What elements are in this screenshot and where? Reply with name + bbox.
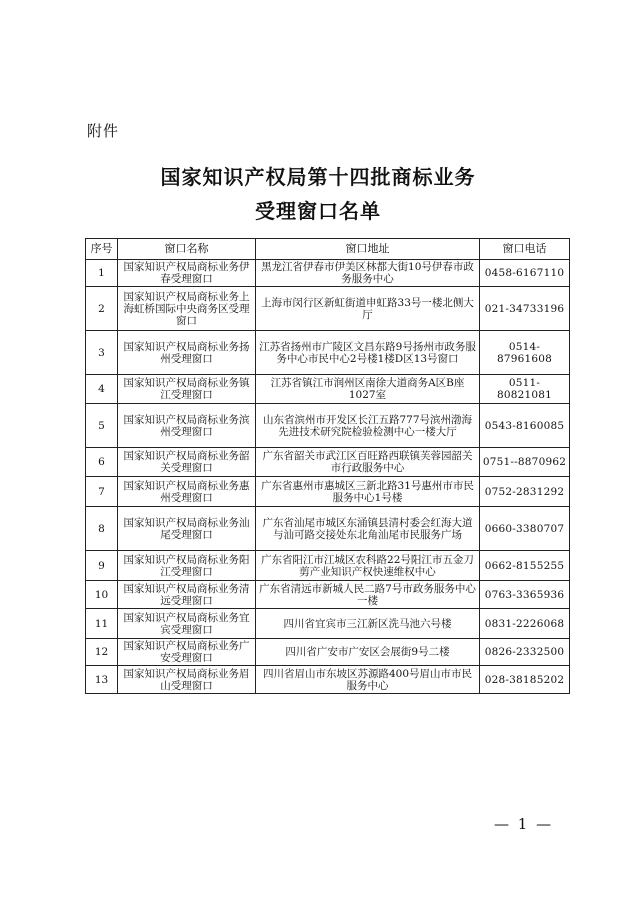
- row-phone: 0763-3365936: [480, 581, 570, 609]
- row-address: 四川省眉山市东坡区苏源路400号眉山市市民服务中心: [256, 666, 480, 694]
- row-name: 国家知识产权局商标业务伊春受理窗口: [118, 260, 256, 287]
- attachment-label: 附件: [87, 122, 120, 140]
- row-no: 11: [86, 609, 118, 639]
- row-no: 10: [86, 581, 118, 609]
- row-name: 国家知识产权局商标业务广安受理窗口: [118, 639, 256, 666]
- table-row: [86, 609, 570, 639]
- row-address: 广东省汕尾市城区东涌镇县清村委会红海大道与汕可路交接处东北角汕尾市民服务广场: [256, 507, 480, 551]
- row-no: 8: [86, 507, 118, 551]
- row-no: 5: [86, 404, 118, 448]
- row-phone: 0458-6167110: [480, 260, 570, 287]
- row-no: 13: [86, 666, 118, 694]
- row-phone: 0826-2332500: [480, 639, 570, 666]
- row-phone: 0511-80821081: [480, 375, 570, 404]
- row-address: 江苏省镇江市润州区南徐大道商务A区B座1027室: [256, 375, 480, 404]
- row-no: 3: [86, 331, 118, 375]
- table-row: [86, 581, 570, 609]
- table-row: [86, 287, 570, 331]
- row-name: 国家知识产权局商标业务宜宾受理窗口: [118, 609, 256, 639]
- row-phone: 0752-2831292: [480, 477, 570, 507]
- header-no: 序号: [86, 239, 118, 260]
- table-row: [86, 666, 570, 694]
- row-address: 广东省韶关市武江区百旺路西联镇芙蓉园韶关市行政服务中心: [256, 448, 480, 477]
- row-name: 国家知识产权局商标业务清远受理窗口: [118, 581, 256, 609]
- row-no: 9: [86, 551, 118, 581]
- document-title-line-2: 受理窗口名单: [255, 199, 381, 223]
- row-name: 国家知识产权局商标业务上海虹桥国际中央商务区受理窗口: [118, 287, 256, 331]
- row-name: 国家知识产权局商标业务滨州受理窗口: [118, 404, 256, 448]
- header-address: 窗口地址: [256, 239, 480, 260]
- table-row: [86, 551, 570, 581]
- table-row: [86, 331, 570, 375]
- row-address: 上海市闵行区新虹街道申虹路33号一楼北侧大厅: [256, 287, 480, 331]
- row-phone: 0660-3380707: [480, 507, 570, 551]
- table-row: [86, 404, 570, 448]
- row-phone: 0751--8870962: [480, 448, 570, 477]
- row-no: 12: [86, 639, 118, 666]
- header-name: 窗口名称: [118, 239, 256, 260]
- row-no: 7: [86, 477, 118, 507]
- row-address: 江苏省扬州市广陵区文昌东路9号扬州市政务服务中心市民中心2号楼1楼D区13号窗口: [256, 331, 480, 375]
- document-title-line-1: 国家知识产权局第十四批商标业务: [160, 165, 476, 189]
- row-no: 4: [86, 375, 118, 404]
- row-address: 广东省阳江市江城区农科路22号阳江市五金刀剪产业知识产权快速维权中心: [256, 551, 480, 581]
- header-phone: 窗口电话: [480, 239, 570, 260]
- row-name: 国家知识产权局商标业务惠州受理窗口: [118, 477, 256, 507]
- table-row: [86, 639, 570, 666]
- table-row: [86, 507, 570, 551]
- row-address: 黑龙江省伊春市伊美区林都大街10号伊春市政务服务中心: [256, 260, 480, 287]
- page-number: — 1 —: [494, 815, 554, 833]
- row-address: 四川省广安市广安区会展街9号二楼: [256, 639, 480, 666]
- table-header-row: [86, 239, 570, 260]
- row-address: 四川省宜宾市三江新区洗马池六号楼: [256, 609, 480, 639]
- row-name: 国家知识产权局商标业务韶关受理窗口: [118, 448, 256, 477]
- row-no: 2: [86, 287, 118, 331]
- row-phone: 021-34733196: [480, 287, 570, 331]
- window-list-table: [85, 238, 570, 694]
- row-address: 广东省惠州市惠城区三新北路31号惠州市市民服务中心1号楼: [256, 477, 480, 507]
- row-phone: 0831-2226068: [480, 609, 570, 639]
- row-name: 国家知识产权局商标业务汕尾受理窗口: [118, 507, 256, 551]
- row-name: 国家知识产权局商标业务镇江受理窗口: [118, 375, 256, 404]
- table-row: [86, 448, 570, 477]
- row-phone: 0662-8155255: [480, 551, 570, 581]
- row-address: 山东省滨州市开发区长江五路777号滨州渤海先进技术研究院检验检测中心一楼大厅: [256, 404, 480, 448]
- row-name: 国家知识产权局商标业务眉山受理窗口: [118, 666, 256, 694]
- row-name: 国家知识产权局商标业务扬州受理窗口: [118, 331, 256, 375]
- row-phone: 0543-8160085: [480, 404, 570, 448]
- table-row: [86, 260, 570, 287]
- row-name: 国家知识产权局商标业务阳江受理窗口: [118, 551, 256, 581]
- table-row: [86, 375, 570, 404]
- row-address: 广东省清远市新城人民二路7号市政务服务中心一楼: [256, 581, 480, 609]
- table-row: [86, 477, 570, 507]
- row-no: 1: [86, 260, 118, 287]
- row-no: 6: [86, 448, 118, 477]
- row-phone: 028-38185202: [480, 666, 570, 694]
- row-phone: 0514-87961608: [480, 331, 570, 375]
